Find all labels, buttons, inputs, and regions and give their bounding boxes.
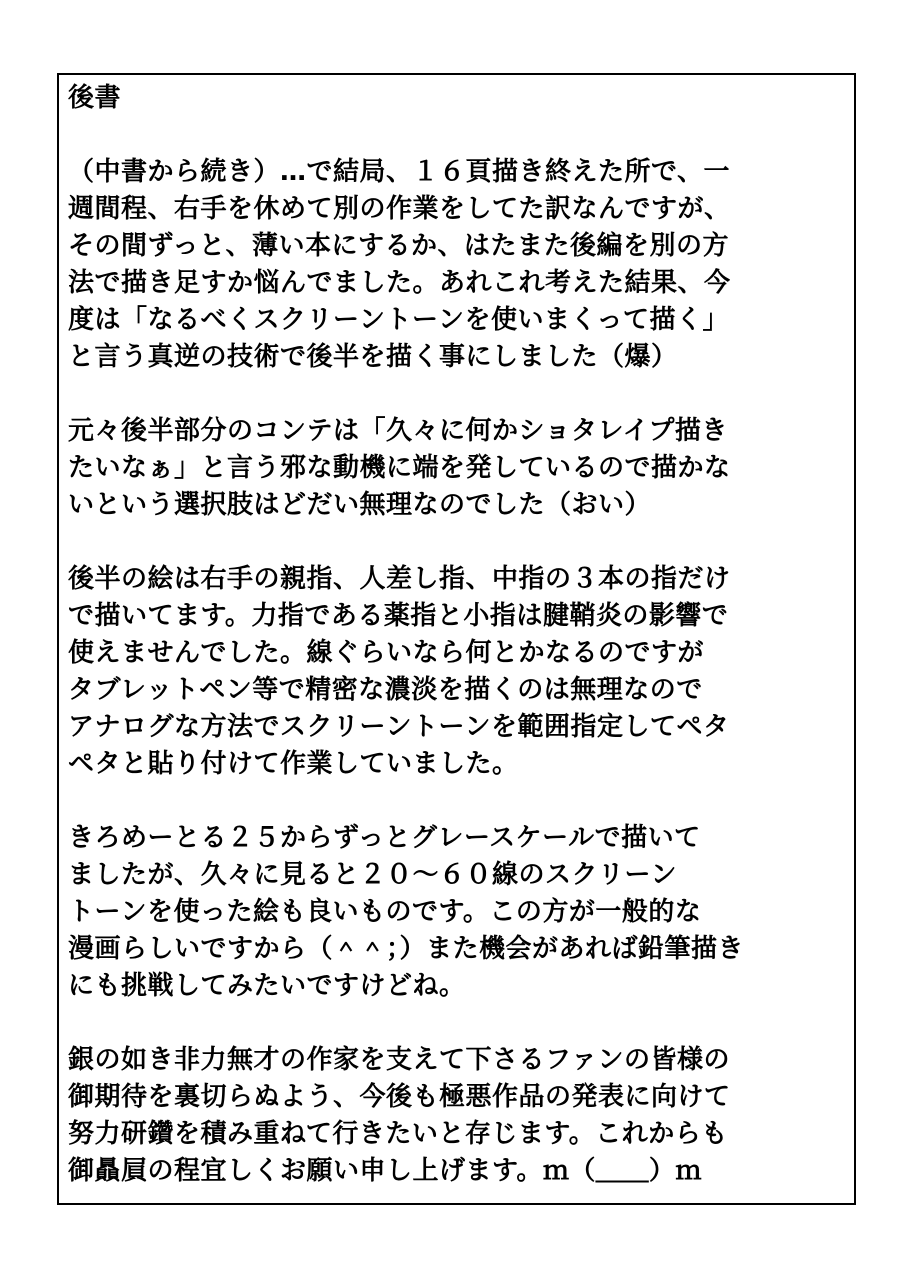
text-line: 御贔屓の程宜しくお願い申し上げます。ｍ（＿＿）ｍ [68,1156,702,1186]
paragraph-1 [68,154,850,376]
paragraph-2 [68,413,850,524]
text-line: ペタと貼り付けて作業していました。 [68,749,519,779]
text-line: 度は「なるべくスクリーントーンを使いまくって描く」 [68,305,729,335]
text-line: で描いてます。力指である薬指と小指は腱鞘炎の影響で [68,601,729,631]
text-line: 週間程、右手を休めて別の作業をしてた訳なんですが、 [68,194,731,224]
afterword-body [68,80,850,1190]
text-line: トーンを使った絵も良いものです。この方が一般的な [68,897,702,927]
text-line: 元々後半部分のコンテは「久々に何かショタレイプ描き [68,416,728,446]
text-line: 漫画らしいですから（＾＾；）また機会があれば鉛筆描き [68,934,745,964]
text-line: 後半の絵は右手の親指、人差し指、中指の３本の指だけ [68,564,731,594]
text-line: きろめーとる２５からずっとグレースケールで描いて [68,823,701,853]
text-line: と言う真逆の技術で後半を描く事にしました（爆） [68,342,678,372]
paragraph-5 [68,1042,850,1190]
paragraph-3 [68,561,850,783]
afterword-title: 後書 [68,83,122,113]
text-line: いという選択肢はどだい無理なのでした（おい） [68,490,652,520]
text-line: 使えませんでした。線ぐらいなら何とかなるのですが [68,638,705,668]
text-line: 銀の如き非力無才の作家を支えて下さるファンの皆様の [68,1045,730,1075]
text-line: タブレットペン等で精密な濃淡を描くのは無理なので [68,675,703,705]
text-line: 法で描き足すか悩んでました。あれこれ考えた結果、今 [68,268,731,298]
text-line: たいなぁ」と言う邪な動機に端を発しているので描かな [68,453,731,483]
text-line: アナログな方法でスクリーントーンを範囲指定してペタ [68,712,730,742]
text-line: その間ずっと、薄い本にするか、はたまた後編を別の方 [68,231,729,261]
text-line: （中書から続き）…で結局、１６頁描き終えた所で、一 [68,157,730,187]
text-line: 御期待を裏切らぬよう、今後も極悪作品の発表に向けて [68,1082,731,1112]
text-line: 努力研鑽を積み重ねて行きたいと存じます。これからも [68,1119,728,1149]
text-line: ましたが、久々に見ると２０～６０線のスクリーン [68,860,677,890]
paragraph-4 [68,820,850,1005]
text-line: にも挑戦してみたいですけどね。 [68,971,466,1001]
